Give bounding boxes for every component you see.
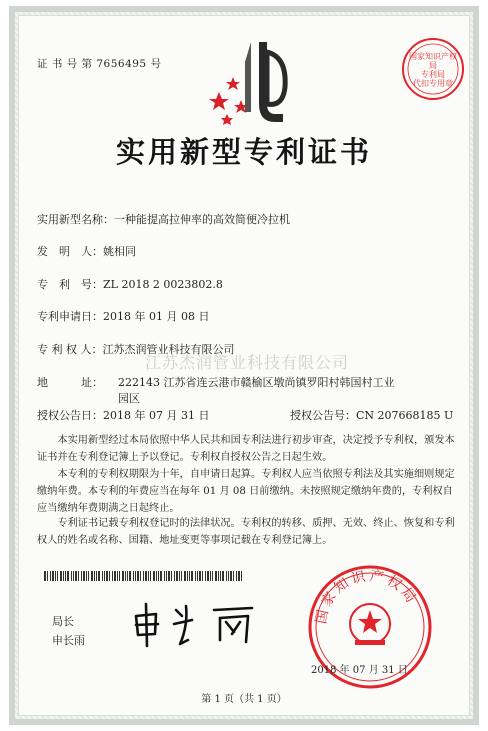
barcode-bar: [55, 571, 56, 581]
stamp-seal-line: 代扣专用章: [413, 79, 453, 88]
field-inventor: [37, 243, 136, 259]
field-label: 授权公告日：: [37, 409, 103, 422]
field-grant-date: [37, 407, 209, 423]
page-footer: 第 1 页（共 1 页）: [201, 694, 287, 705]
barcode-bar: [145, 571, 147, 581]
field-address-line1: 222143 江苏省连云港市赣榆区墩尚镇罗阳村韩国村工业: [118, 376, 395, 389]
field-label: 发 明 人：: [37, 245, 103, 258]
barcode-bar: [199, 571, 201, 581]
barcode-bar: [230, 571, 232, 581]
barcode-bar: [205, 571, 206, 581]
barcode-bar: [210, 571, 211, 581]
barcode-bar: [195, 571, 196, 581]
barcode-bar: [168, 571, 170, 581]
stamp-seal-text: [408, 52, 458, 88]
barcode-bar: [156, 571, 157, 581]
barcode-bar: [65, 571, 66, 581]
barcode-bar: [78, 571, 79, 581]
stamp-seal-line: 国家知识产权局: [409, 52, 457, 70]
barcode-bar: [220, 571, 221, 581]
field-label: 实用新型名称：: [37, 213, 114, 226]
field-value: 姚相同: [103, 245, 136, 258]
barcode-bar: [86, 571, 87, 581]
barcode-bar: [166, 571, 167, 581]
barcode-bar: [164, 571, 165, 581]
paragraph-term: 本专利的专利权期限为十年，自申请日起算。专利权人应当依照专利法及其实施细则规定缴纳年费。本专利的年费应当在每年 01 月 08 日前缴纳。未按照规定缴纳年费的，专利权自应当缴纳年费期满之日起终止。: [37, 469, 455, 514]
barcode-bar: [52, 571, 54, 581]
barcode-icon: [44, 571, 244, 581]
barcode-bar: [67, 571, 69, 581]
barcode-bar: [181, 571, 182, 581]
cnipa-emblem-icon: [205, 32, 295, 127]
barcode-bar: [179, 571, 180, 581]
barcode-bar: [44, 571, 46, 581]
field-value: 2018 年 07 月 31 日: [103, 409, 210, 422]
svg-text:国家知识产权局: [313, 567, 420, 625]
barcode-bar: [137, 571, 139, 581]
barcode-bar: [98, 571, 100, 581]
barcode-bar: [63, 571, 64, 581]
barcode-bar: [109, 571, 110, 581]
signature-title: 局长: [52, 615, 74, 628]
field-value: 江苏杰润管业科技有限公司: [102, 343, 235, 356]
barcode-bar: [202, 571, 203, 581]
barcode-bar: [176, 571, 178, 581]
seal-date: 2018 年 07 月 31 日: [311, 665, 408, 676]
paragraph-legal-status: 专利证书记载专利权登记时的法律状况。专利权的转移、质押、无效、终止、恢复和专利权人的姓名或名称、国籍、地址变更等事项记载在专利登记簿上。: [37, 518, 455, 546]
paragraph-grant: 本实用新型经过本局依照中华人民共和国专利法进行初步审查，决定授予专利权，颁发本证书并在专利登记簿上予以登记。专利权自授权公告之日起生效。: [37, 435, 455, 463]
barcode-bar: [212, 571, 213, 581]
barcode-bar: [114, 571, 116, 581]
barcode-bar: [215, 571, 217, 581]
barcode-bar: [184, 571, 186, 581]
barcode-bar: [241, 571, 242, 581]
barcode-bar: [122, 571, 124, 581]
handwritten-signature-icon: [130, 600, 265, 650]
field-value: 2018 年 01 月 08 日: [103, 310, 210, 323]
field-address-label: [37, 374, 103, 390]
barcode-bar: [228, 571, 229, 581]
barcode-bar: [222, 571, 224, 581]
certificate-number: 证 书 号 第 7656495 号: [37, 58, 162, 70]
seal-text: 国家知识产权局: [313, 568, 421, 626]
barcode-bar: [117, 571, 118, 581]
barcode-bar: [96, 571, 97, 581]
barcode-bar: [236, 571, 237, 581]
stamp-seal-line: 专利局: [421, 70, 445, 79]
barcode-bar: [140, 571, 141, 581]
field-patent-number: [37, 276, 223, 292]
barcode-bar: [160, 571, 162, 581]
barcode-bar: [119, 571, 120, 581]
barcode-bar: [57, 571, 58, 581]
barcode-bar: [73, 571, 74, 581]
field-value: CN 207668185 U: [356, 409, 454, 422]
field-label: 授权公告号：: [290, 409, 356, 422]
barcode-bar: [153, 571, 155, 581]
barcode-bar: [50, 571, 51, 581]
barcode-bar: [102, 571, 103, 581]
field-utility-model-name: [37, 211, 290, 227]
barcode-bar: [133, 571, 134, 581]
barcode-bar: [129, 571, 131, 581]
barcode-bar: [238, 571, 240, 581]
barcode-bar: [233, 571, 234, 581]
field-label: 专 利 权 人：: [37, 343, 103, 356]
field-filing-date: [37, 308, 209, 324]
barcode-bar: [104, 571, 105, 581]
barcode-bar: [75, 571, 77, 581]
barcode-bar: [127, 571, 128, 581]
barcode-bar: [197, 571, 198, 581]
field-label: 专利申请日：: [37, 310, 103, 323]
barcode-bar: [88, 571, 89, 581]
field-value: 一种能提高拉伸率的高效简便冷拉机: [114, 213, 290, 226]
barcode-bar: [148, 571, 149, 581]
barcode-bar: [218, 571, 219, 581]
barcode-bar: [91, 571, 93, 581]
barcode-bar: [81, 571, 82, 581]
signature-name: 申长雨: [52, 634, 85, 647]
barcode-bar: [191, 571, 193, 581]
barcode-bar: [143, 571, 144, 581]
barcode-bar: [71, 571, 72, 581]
barcode-bar: [60, 571, 62, 581]
barcode-bar: [83, 571, 85, 581]
barcode-bar: [207, 571, 209, 581]
field-value: ZL 2018 2 0023802.8: [103, 278, 223, 291]
barcode-bar: [112, 571, 113, 581]
barcode-bar: [187, 571, 188, 581]
watermark: 江苏杰润管业科技有限公司: [145, 353, 350, 372]
barcode-bar: [189, 571, 190, 581]
field-label: 地 址：: [37, 376, 103, 389]
barcode-bar: [150, 571, 151, 581]
barcode-bar: [135, 571, 136, 581]
field-grant-number: [290, 407, 453, 423]
page-title: 实用新型专利证书: [115, 135, 372, 169]
barcode-bar: [158, 571, 159, 581]
barcode-bar: [125, 571, 126, 581]
barcode-bar: [171, 571, 172, 581]
barcode-bar: [94, 571, 95, 581]
barcode-bar: [47, 571, 48, 581]
barcode-bar: [174, 571, 175, 581]
field-label: 专 利 号：: [37, 278, 103, 291]
barcode-bar: [226, 571, 227, 581]
field-address-line2: 园区: [118, 392, 140, 405]
barcode-bar: [106, 571, 108, 581]
